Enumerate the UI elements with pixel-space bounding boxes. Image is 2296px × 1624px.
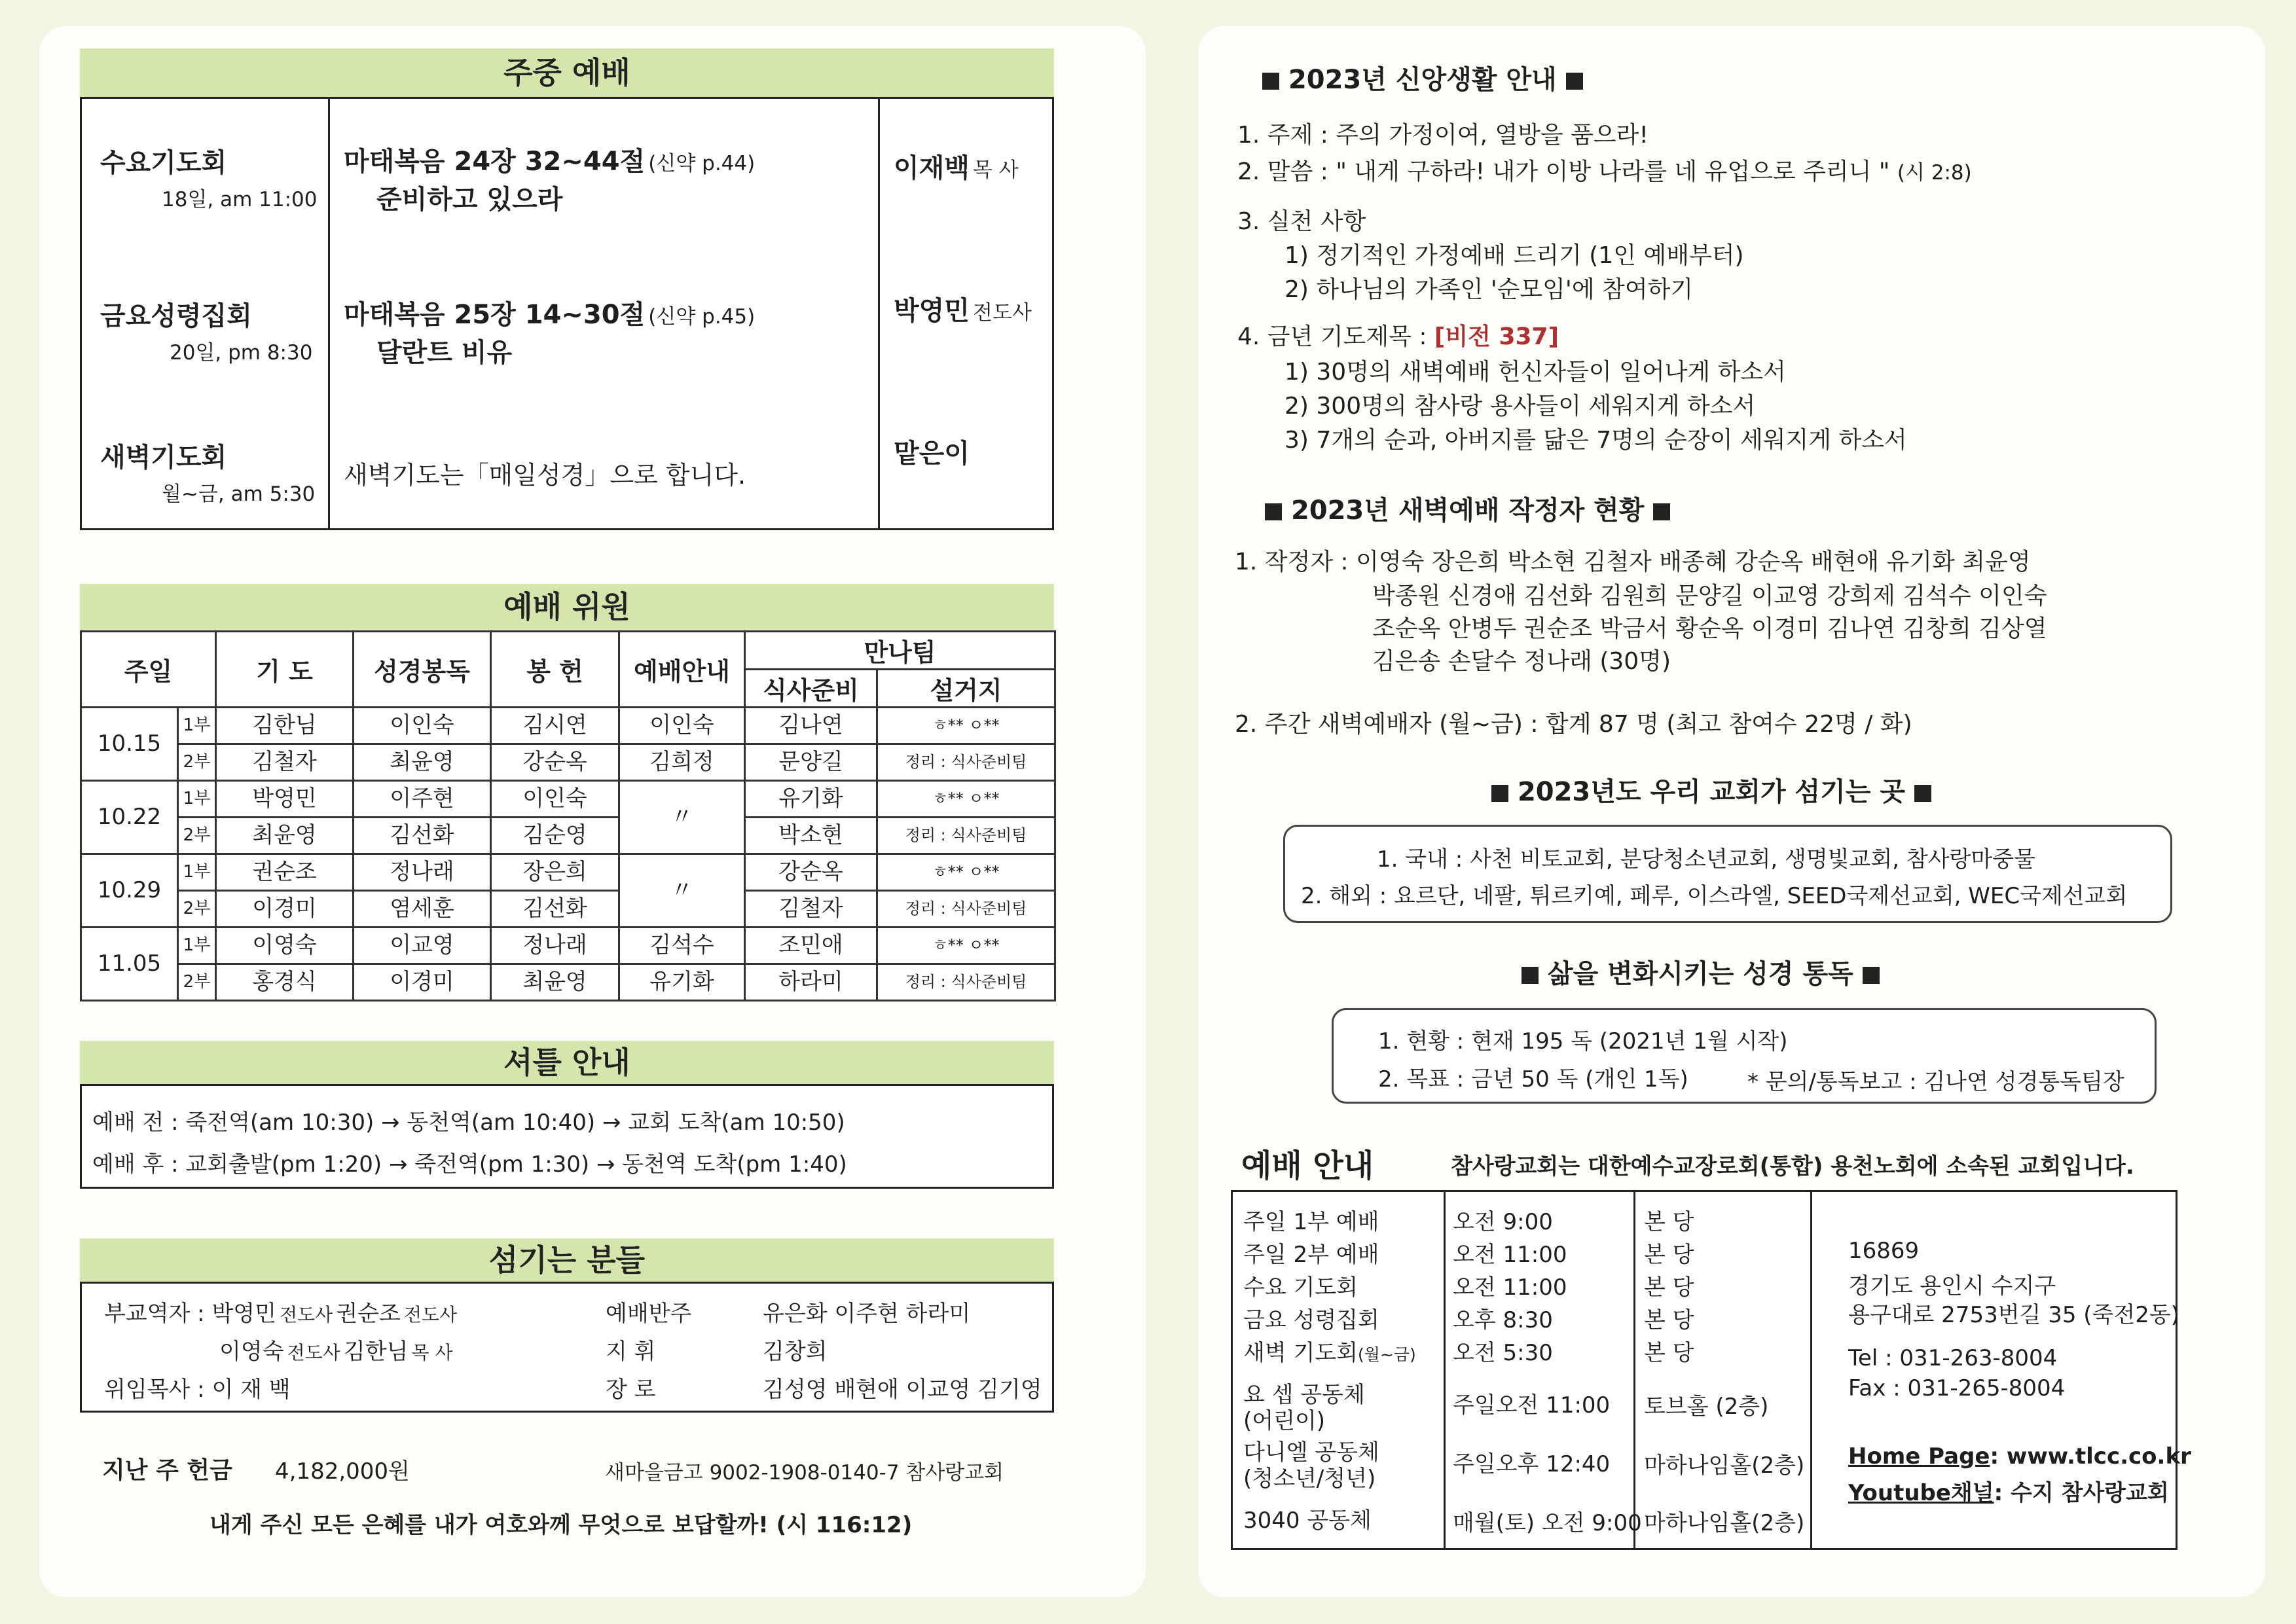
bible-box (1332, 1008, 2157, 1104)
assoc-pastor-3: 이영숙 (219, 1339, 284, 1365)
cell: 김한님 (216, 708, 354, 744)
fri-time: 20일, pm 8:30 (170, 341, 313, 365)
cell: 이인숙 (354, 708, 491, 744)
title-label: 전도사 (403, 1304, 458, 1326)
cell: ㅎ** ㅇ** (877, 708, 1055, 744)
bible-title-text: 삶을 변화시키는 성경 통독 (1547, 959, 1853, 989)
cell: 최윤영 (216, 818, 354, 854)
cell: 김시연 (491, 708, 619, 744)
assoc-pastor-1: 부교역자 : 박영민 (104, 1301, 276, 1327)
closing-verse: 내게 주신 모든 은혜를 내가 여호와께 무엇으로 보답할까! (시 116:12) (210, 1512, 913, 1538)
guide-row-place: 본 당 (1644, 1274, 1694, 1301)
guide-row-name: 수요 기도회 (1243, 1274, 1358, 1301)
part-label: 1부 (178, 781, 216, 818)
serving-box (1283, 825, 2172, 923)
table-row (81, 708, 1055, 744)
table-row (81, 744, 1055, 781)
wed-name: 수요기도회 (100, 148, 227, 178)
offering-account: 새마을금고 9002-1908-0140-7 참사랑교회 (605, 1461, 1004, 1485)
shuttle-before: 예배 전 : 죽전역(am 10:30) → 동천역(am 10:40) → 교회 도착(am 10:50) (92, 1110, 845, 1136)
row-date: 10.15 (81, 708, 178, 781)
cell: 권순조 (216, 854, 354, 891)
bible-goal: 2. 목표 : 금년 50 독 (개인 1독) (1378, 1066, 1688, 1092)
dawn-time: 월~금, am 5:30 (162, 482, 316, 506)
servants-header: 섬기는 분들 (80, 1238, 1054, 1282)
cell: 김희정 (619, 744, 745, 781)
cell: 김선화 (354, 818, 491, 854)
shuttle-box (80, 1084, 1054, 1189)
wed-time: 18일, am 11:00 (162, 188, 318, 211)
fri-preacher: 박영민 (894, 296, 970, 326)
offering-label: 지난 주 헌금 (102, 1457, 232, 1484)
cell: 김나연 (745, 708, 877, 744)
dawn-status-l1: 1. 작정자 : 이영숙 장은희 박소현 김철자 배종혜 강순옥 배현애 유기화 최윤영 (1235, 549, 2031, 575)
accompanist-names: 유은화 이주현 하라미 (763, 1301, 971, 1327)
guide-daniel: 다니엘 공동체 (1243, 1439, 1379, 1466)
wed-ref: (신약 p.44) (648, 152, 756, 175)
cell: 이교영 (354, 928, 491, 964)
cell: ㅎ** ㅇ** (877, 854, 1055, 891)
fri-name: 금요성령집회 (100, 301, 252, 331)
guide-row-name: 주일 2부 예배 (1243, 1242, 1379, 1268)
part-label: 2부 (178, 891, 216, 928)
square-bullet-icon (1653, 503, 1670, 520)
guide-row-time: 오전 9:00 (1453, 1209, 1553, 1235)
row-date: 10.22 (81, 781, 178, 854)
square-bullet-icon (1914, 785, 1931, 802)
square-bullet-icon (1265, 503, 1282, 520)
cell: 김석수 (619, 928, 745, 964)
guide-joseph-time: 주일오전 11:00 (1453, 1392, 1611, 1418)
cell: 박소현 (745, 818, 877, 854)
dawn-status-title-text: 2023년 새벽예배 작정자 현황 (1290, 496, 1645, 526)
part-label: 1부 (178, 854, 216, 891)
homepage-label: Home Page (1848, 1443, 1990, 1470)
cell: 최윤영 (491, 964, 619, 1001)
guide-title: 예배 안내 (1241, 1147, 1374, 1184)
square-bullet-icon (1522, 967, 1539, 984)
cell: 이경미 (216, 891, 354, 928)
cell: 정리 : 식사준비팀 (877, 964, 1055, 1001)
th-prayer: 기 도 (216, 632, 354, 708)
row-date: 11.05 (81, 928, 178, 1001)
cell: 강순옥 (745, 854, 877, 891)
faith-prayer-2: 2) 300명의 참사랑 용사들이 세워지게 하소서 (1285, 393, 1756, 420)
table-row (81, 781, 1055, 818)
senior-pastor: 위임목사 : 이 재 백 (104, 1377, 291, 1403)
elder-label: 장 로 (606, 1377, 656, 1403)
guide-affiliation: 참사랑교회는 대한예수교장로회(통합) 용천노회에 소속된 교회입니다. (1451, 1153, 2134, 1180)
wed-subtitle: 준비하고 있으라 (376, 185, 563, 215)
faith-word-ref: (시 2:8) (1897, 161, 1972, 185)
guide-box (1231, 1190, 2191, 1550)
usher-table (80, 630, 1056, 1001)
cell: 김순영 (491, 818, 619, 854)
guide-row-place: 본 당 (1644, 1242, 1694, 1268)
table-row (81, 928, 1055, 964)
wed-passage: 마태복음 24장 32~44절 (344, 147, 646, 177)
table-row (81, 818, 1055, 854)
faith-practice: 3. 실천 사항 (1237, 208, 1366, 235)
faith-prayer-tag: [비전 337] (1434, 323, 1559, 350)
faith-prayer-1: 1) 30명의 새벽예배 헌신자들이 일어나게 하소서 (1285, 359, 1786, 386)
guide-joseph-place: 토브홀 (2층) (1644, 1394, 1769, 1420)
th-dishes: 설거지 (877, 670, 1055, 708)
guide-row-name: 주일 1부 예배 (1243, 1209, 1379, 1235)
part-label: 2부 (178, 818, 216, 854)
part-label: 1부 (178, 928, 216, 964)
faith-life-title-text: 2023년 신앙생활 안내 (1288, 65, 1557, 95)
cell: 이인숙 (619, 708, 745, 744)
guide-dawn-name: 새벽 기도회 (1243, 1340, 1358, 1366)
conductor-name: 김창희 (763, 1339, 828, 1365)
faith-prayer-3: 3) 7개의 순과, 아버지를 닮은 7명의 순장이 세워지게 하소서 (1285, 427, 1907, 454)
guide-3040: 3040 공동체 (1243, 1507, 1372, 1534)
cell: 이인숙 (491, 781, 619, 818)
faith-prayer-line (1237, 318, 1559, 352)
cell: 〃 (619, 854, 745, 928)
fri-subtitle: 달란트 비유 (376, 338, 513, 368)
square-bullet-icon (1491, 785, 1508, 802)
guide-daniel-sub: (청소년/청년) (1243, 1466, 1376, 1492)
faith-theme: 1. 주제 : 주의 가정이여, 열방을 품으라! (1237, 122, 1649, 149)
th-date: 주일 (81, 632, 216, 708)
fri-ref: (신약 p.45) (648, 305, 756, 329)
serving-title (1491, 771, 1931, 808)
serving-title-text: 2023년도 우리 교회가 섬기는 곳 (1517, 777, 1906, 807)
serving-overseas: 2. 해외 : 요르단, 네팔, 튀르키예, 페루, 이스라엘, SEED국제선교회, WEC국제선교회 (1301, 883, 2128, 909)
weekday-worship-box (80, 97, 1054, 530)
cell: 이영숙 (216, 928, 354, 964)
cell: 강순옥 (491, 744, 619, 781)
guide-row-name (1243, 1335, 1416, 1367)
faith-life-title (1262, 59, 1583, 96)
cell: 정리 : 식사준비팀 (877, 818, 1055, 854)
table-row (81, 854, 1055, 891)
wed-preacher-title: 목 사 (973, 158, 1019, 182)
guide-row-name: 금요 성령집회 (1243, 1307, 1379, 1333)
cell: 박영민 (216, 781, 354, 818)
dawn-name: 새벽기도회 (100, 442, 227, 473)
dawn-note: 새벽기도는「매일성경」으로 합니다. (344, 461, 746, 490)
guide-row-time: 오후 8:30 (1453, 1307, 1553, 1333)
table-row (81, 964, 1055, 1001)
cell: 이주현 (354, 781, 491, 818)
faith-word-line (1237, 153, 1972, 187)
servants-box (80, 1282, 1054, 1413)
cell: 김철자 (216, 744, 354, 781)
title-label: 전도사 (287, 1342, 340, 1363)
cell: 염세훈 (354, 891, 491, 928)
offering-amount: 4,182,000원 (275, 1458, 410, 1485)
assoc-pastor-2: 권순조 (336, 1301, 401, 1327)
cell: 문양길 (745, 744, 877, 781)
cell: 유기화 (619, 964, 745, 1001)
bible-status: 1. 현황 : 현재 195 독 (2021년 1월 시작) (1378, 1028, 1788, 1055)
dawn-status-title (1265, 490, 1670, 527)
cell: ㅎ** ㅇ** (877, 781, 1055, 818)
fax: Fax : 031-265-8004 (1848, 1375, 2066, 1401)
guide-3040-place: 마하나임홀(2층) (1644, 1510, 1805, 1536)
shuttle-header: 셔틀 안내 (80, 1041, 1054, 1084)
table-row (81, 891, 1055, 928)
cell: 최윤영 (354, 744, 491, 781)
homepage-line[interactable] (1848, 1443, 2191, 1470)
cell: 김철자 (745, 891, 877, 928)
title-label: 전도사 (280, 1304, 333, 1326)
serving-domestic: 1. 국내 : 사천 비토교회, 분당청소년교회, 생명빛교회, 참사랑마중물 (1377, 846, 2035, 873)
dawn-status-l2: 박종원 신경애 김선화 김원희 문양길 이교영 강희제 김석수 이인숙 (1372, 583, 2047, 609)
guide-row-time: 오전 11:00 (1453, 1242, 1567, 1268)
th-reading: 성경봉독 (354, 632, 491, 708)
weekday-worship-header: 주중 예배 (80, 48, 1054, 97)
postal-code: 16869 (1848, 1238, 1920, 1264)
youtube-line[interactable] (1848, 1475, 2169, 1507)
fri-passage: 마태복음 25장 14~30절 (344, 300, 646, 330)
cell: 홍경식 (216, 964, 354, 1001)
guide-daniel-place: 마하나임홀(2층) (1644, 1453, 1805, 1479)
homepage-url[interactable]: : www.tlcc.co.kr (1990, 1443, 2191, 1470)
cell: 조민애 (745, 928, 877, 964)
cell: 이경미 (354, 964, 491, 1001)
th-offering: 봉 헌 (491, 632, 619, 708)
cell: 정리 : 식사준비팀 (877, 744, 1055, 781)
th-meal: 식사준비 (745, 670, 877, 708)
guide-joseph: 요 셉 공동체 (1243, 1382, 1365, 1408)
conductor-label: 지 휘 (606, 1339, 656, 1365)
dawn-status-l3: 조순옥 안병두 권순조 박금서 황순옥 이경미 김나연 김창희 김상열 (1372, 615, 2047, 642)
title-label: 목 사 (411, 1342, 453, 1363)
dawn-preacher: 맡은이 (894, 439, 970, 469)
part-label: 2부 (178, 744, 216, 781)
cell: 〃 (619, 781, 745, 854)
usher-header: 예배 위원 (80, 584, 1054, 630)
guide-row-time: 오전 5:30 (1453, 1340, 1553, 1366)
th-guide: 예배안내 (619, 632, 745, 708)
youtube-channel[interactable]: : 수지 참사랑교회 (1994, 1480, 2169, 1506)
faith-word: 2. 말씀 : " 내게 구하라! 내가 이방 나라를 네 유업으로 주리니 " (1237, 158, 1890, 185)
row-date: 10.29 (81, 854, 178, 928)
phone: Tel : 031-263-8004 (1848, 1345, 2058, 1371)
square-bullet-icon (1863, 967, 1880, 984)
fri-preacher-title: 전도사 (973, 301, 1032, 325)
guide-row-time: 오전 11:00 (1453, 1274, 1567, 1301)
faith-prayer-label: 4. 금년 기도제목 : (1237, 323, 1427, 350)
cell: ㅎ** ㅇ** (877, 928, 1055, 964)
dawn-status-l4: 김은송 손달수 정나래 (30명) (1372, 648, 1671, 675)
wed-preacher: 이재백 (894, 153, 970, 183)
part-label: 2부 (178, 964, 216, 1001)
guide-row-place: 본 당 (1644, 1340, 1694, 1366)
guide-3040-time: 매월(토) 오전 9:00 (1453, 1510, 1642, 1536)
square-bullet-icon (1566, 73, 1583, 90)
bible-title (1522, 953, 1880, 990)
cell: 정리 : 식사준비팀 (877, 891, 1055, 928)
youtube-label: Youtube채널 (1848, 1480, 1994, 1506)
address-line-2: 용구대로 2753번길 35 (죽전2동) (1848, 1302, 2179, 1328)
dawn-status-l5: 2. 주간 새벽예배자 (월~금) : 합계 87 명 (최고 참여수 22명 / 화) (1235, 711, 1912, 738)
th-manna: 만나팀 (745, 632, 1055, 670)
part-label: 1부 (178, 708, 216, 744)
square-bullet-icon (1262, 73, 1279, 90)
shuttle-after: 예배 후 : 교회출발(pm 1:20) → 죽전역(pm 1:30) → 동천역 도착(pm 1:40) (92, 1151, 847, 1178)
cell: 정나래 (354, 854, 491, 891)
guide-daniel-time: 주일오후 12:40 (1453, 1451, 1611, 1477)
cell: 장은희 (491, 854, 619, 891)
cell: 김선화 (491, 891, 619, 928)
cell: 하라미 (745, 964, 877, 1001)
accompanist-label: 예배반주 (606, 1301, 692, 1327)
assoc-pastor-4: 김한님 (343, 1339, 409, 1365)
guide-joseph-sub: (어린이) (1243, 1408, 1326, 1434)
bible-contact: * 문의/통독보고 : 김나연 성경통독팀장 (1747, 1069, 2124, 1095)
faith-practice-2: 2) 하나님의 가족인 '순모임'에 참여하기 (1285, 276, 1694, 303)
guide-dawn-sub: (월~금) (1358, 1345, 1416, 1364)
elder-names: 김성영 배현애 이교영 김기영 (763, 1377, 1042, 1403)
guide-row-place: 본 당 (1644, 1307, 1694, 1333)
cell: 정나래 (491, 928, 619, 964)
guide-row-place: 본 당 (1644, 1209, 1694, 1235)
cell: 유기화 (745, 781, 877, 818)
faith-practice-1: 1) 정기적인 가정예배 드리기 (1인 예배부터) (1285, 242, 1744, 269)
address-line-1: 경기도 용인시 수지구 (1848, 1273, 2056, 1299)
